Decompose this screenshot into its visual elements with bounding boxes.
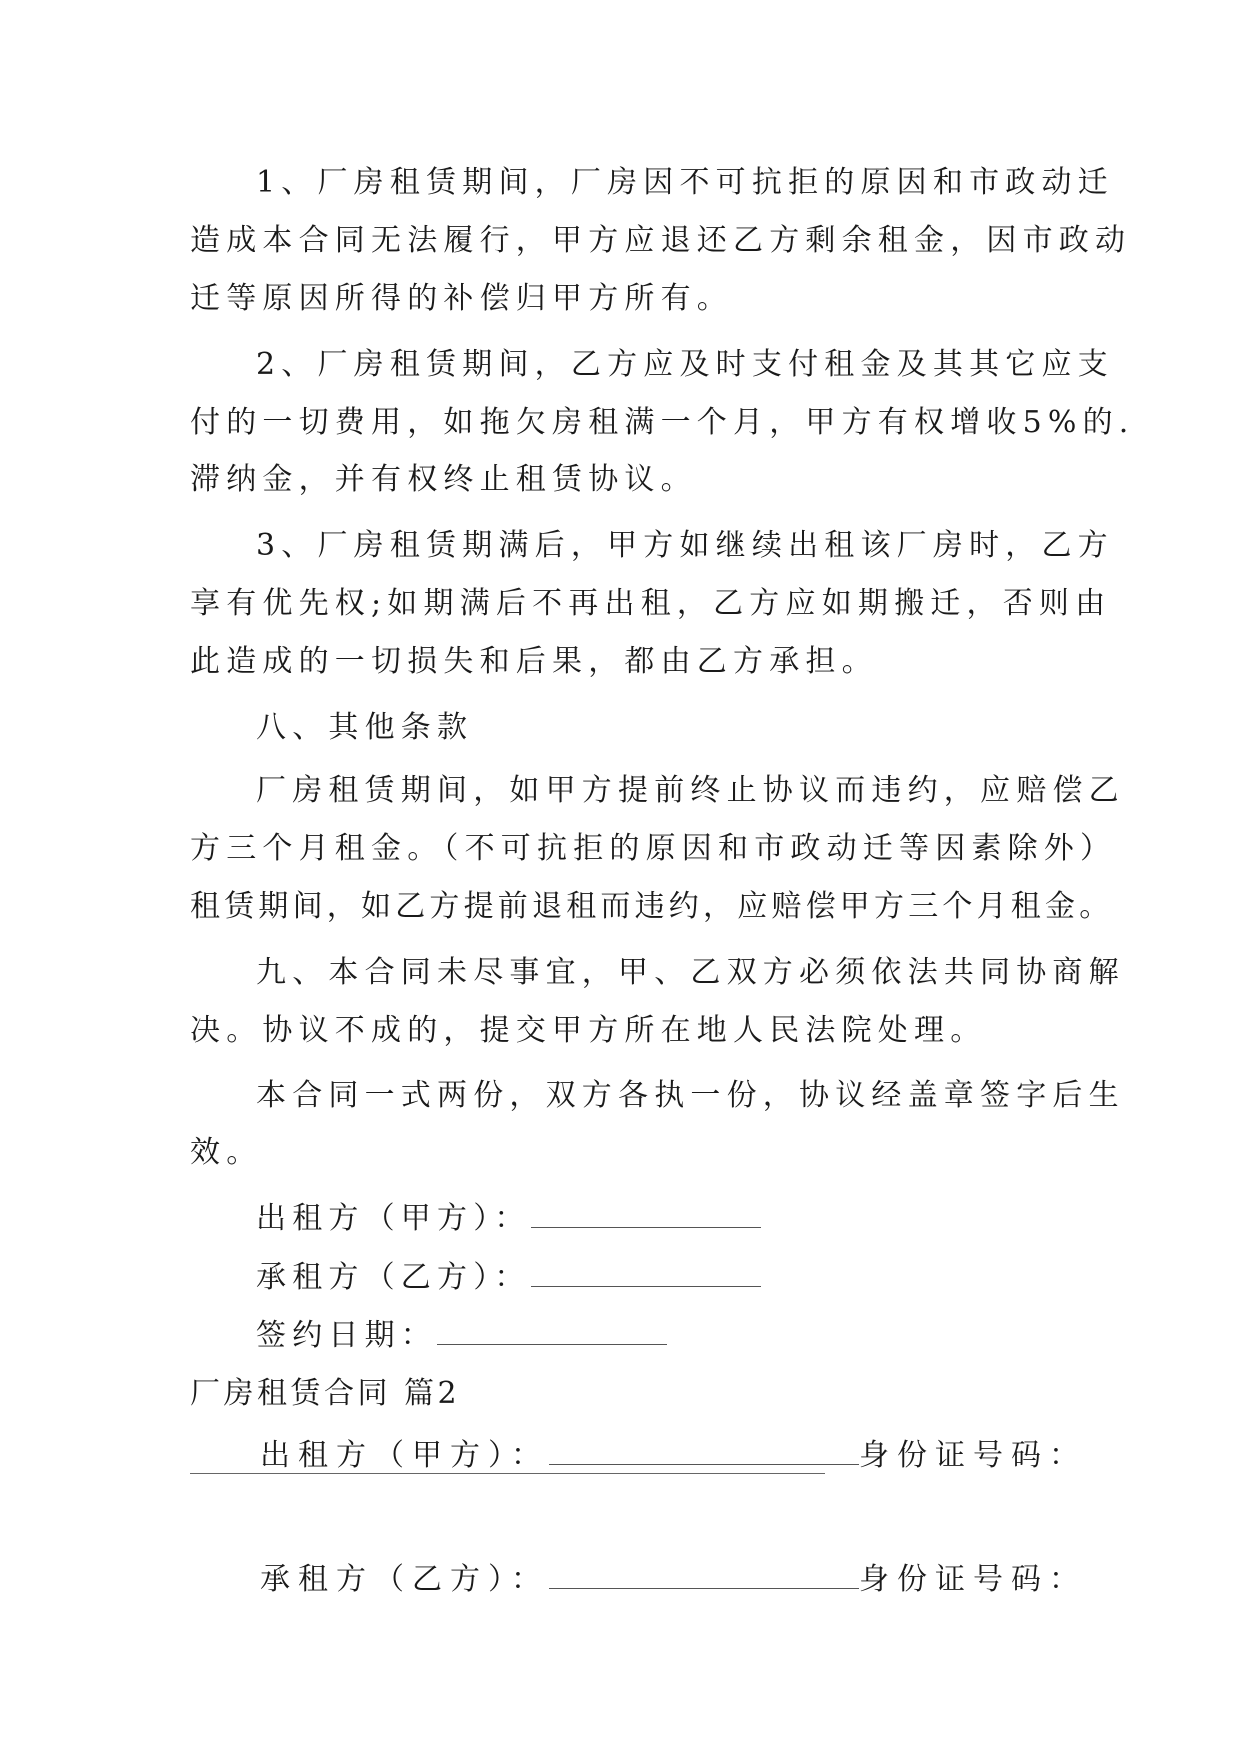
- lessor-label: 出租方（甲方）：: [260, 1438, 549, 1473]
- paragraph-line: 2、厂房租赁期间，乙方应及时支付租金及其其它应支: [256, 347, 1114, 382]
- sign-date-label: 签约日期：: [256, 1318, 437, 1353]
- sign-date-blank[interactable]: [437, 1344, 667, 1345]
- lessee-blank[interactable]: [531, 1286, 761, 1287]
- id-number-blank[interactable]: [190, 1473, 825, 1474]
- lessee-signature-line: [256, 1250, 1126, 1306]
- paragraph-line: 迁等原因所得的补偿归甲方所有。: [190, 281, 733, 316]
- lessee-label: 承租方（乙方）：: [260, 1562, 549, 1597]
- lessor-blank[interactable]: [531, 1227, 761, 1228]
- section-heading: 八、其他条款: [256, 710, 474, 745]
- paragraph-line: 造成本合同无法履行，甲方应退还乙方剩余租金，因市政动: [190, 223, 1132, 258]
- paragraph-line: 效。: [190, 1135, 263, 1170]
- lessor-name-blank[interactable]: [549, 1464, 859, 1465]
- lessee-name-blank[interactable]: [549, 1588, 859, 1589]
- id-number-label: 身份证号码：: [859, 1438, 1087, 1473]
- lessor-signature-line: [256, 1191, 1126, 1247]
- paragraph-line: 方三个月租金。（不可抗拒的原因和市政动迁等因素除外）: [190, 831, 1117, 866]
- paragraph-line: 享有优先权;如期满后不再出租，乙方应如期搬迁，否则由: [190, 586, 1112, 621]
- paragraph-line: 此造成的一切损失和后果，都由乙方承担。: [190, 644, 878, 679]
- id-number-label: 身份证号码：: [859, 1562, 1087, 1597]
- paragraph-line: 决。协议不成的，提交甲方所在地人民法院处理。: [190, 1013, 987, 1048]
- paragraph-line: 租赁期间，如乙方提前退租而违约，应赔偿甲方三个月租金。: [190, 889, 1114, 924]
- lessee-id-line: [260, 1552, 1130, 1608]
- lessee-label: 承租方（乙方）：: [256, 1260, 531, 1295]
- paragraph-line: 滞纳金，并有权终止租赁协议。: [190, 462, 697, 497]
- lessor-label: 出租方（甲方）：: [256, 1201, 531, 1236]
- paragraph-line: 本合同一式两份，双方各执一份，协议经盖章签字后生: [256, 1078, 1125, 1113]
- sign-date-line: [256, 1308, 1126, 1364]
- paragraph-line: 九、本合同未尽事宜，甲、乙双方必须依法共同协商解: [256, 955, 1125, 990]
- paragraph-line: 1、厂房租赁期间，厂房因不可抗拒的原因和市政动迁: [256, 165, 1114, 200]
- paragraph-line: 付的一切费用，如拖欠房租满一个月，甲方有权增收5%的.: [190, 405, 1135, 440]
- paragraph-line: 3、厂房租赁期满后，甲方如继续出租该厂房时，乙方: [256, 528, 1114, 563]
- paragraph-line: 厂房租赁期间，如甲方提前终止协议而违约，应赔偿乙: [256, 773, 1125, 808]
- section-title: 厂房租赁合同 篇2: [190, 1376, 461, 1411]
- lessor-id-line: [260, 1428, 1130, 1484]
